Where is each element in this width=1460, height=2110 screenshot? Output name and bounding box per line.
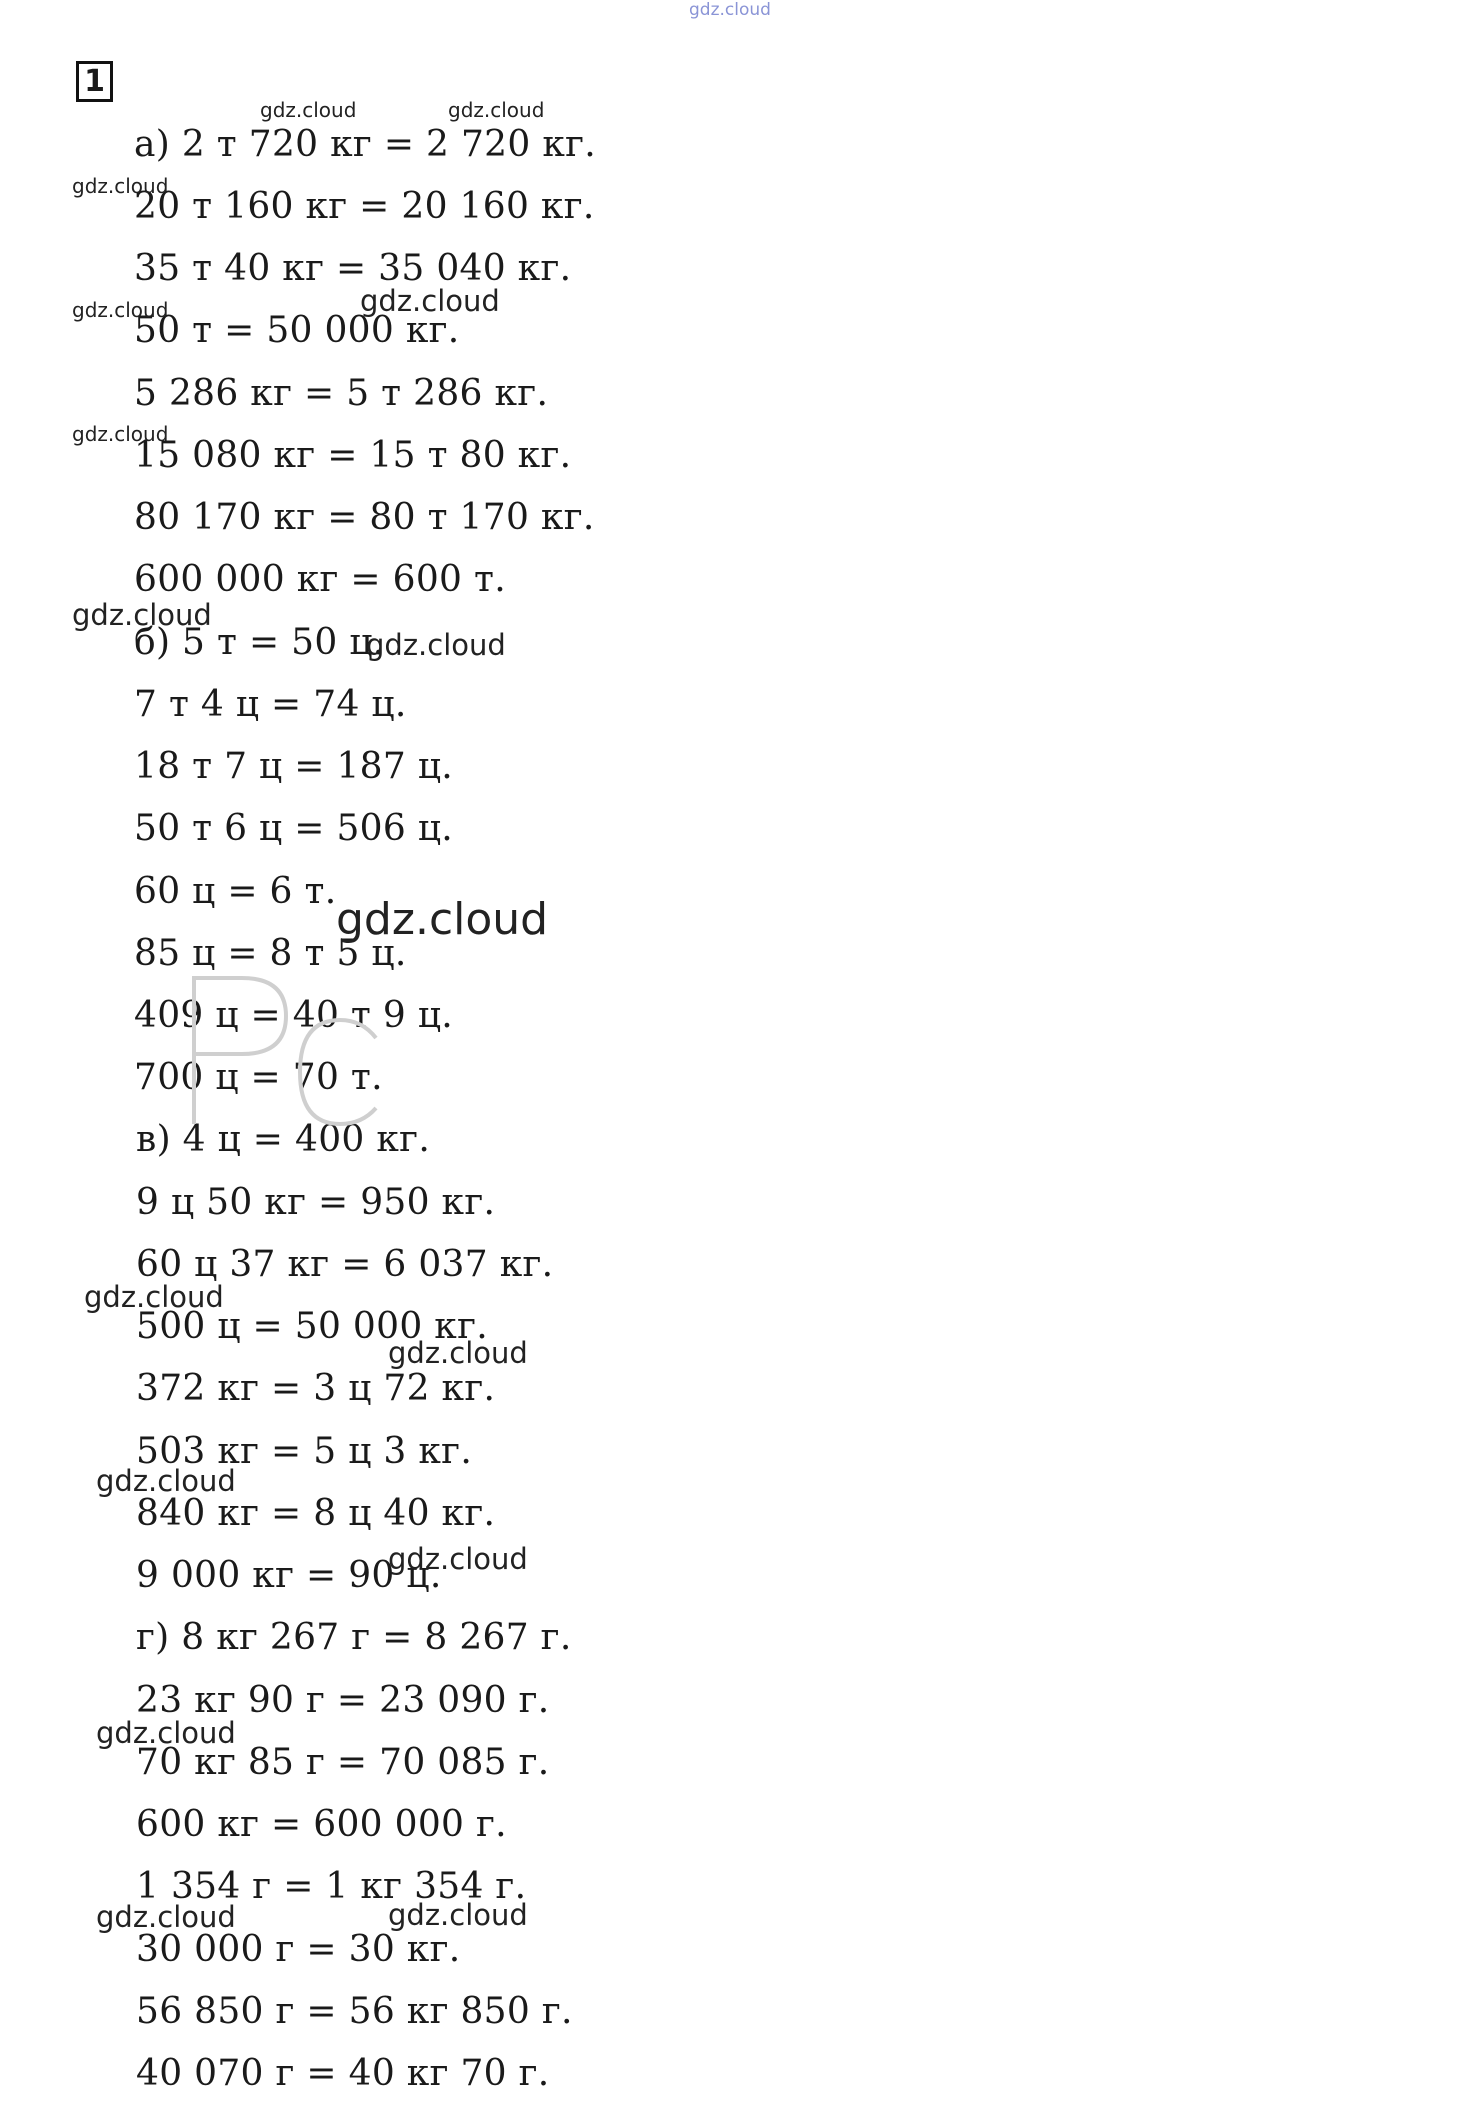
site-link[interactable]: gdz.cloud <box>689 0 771 20</box>
answer-line: а) 2 т 720 кг = 2 720 кг. <box>134 124 597 165</box>
watermark: gdz.cloud <box>388 1898 528 1932</box>
answer-line: 60 ц 37 кг = 6 037 кг. <box>136 1244 554 1285</box>
answer-line: 15 080 кг = 15 т 80 кг. <box>134 435 572 476</box>
answer-line: 35 т 40 кг = 35 040 кг. <box>134 248 572 289</box>
answer-line: 9 000 кг = 90 ц. <box>136 1555 442 1596</box>
logo-mark-icon <box>190 968 390 1128</box>
watermark: gdz.cloud <box>260 98 357 122</box>
answer-line: 700 ц = 70 т. <box>134 1057 383 1098</box>
watermark: gdz.cloud <box>366 628 506 662</box>
watermark: gdz.cloud <box>96 1900 236 1934</box>
watermark: gdz.cloud <box>336 894 549 945</box>
answer-line: 60 ц = 6 т. <box>134 871 337 912</box>
answer-line: 85 ц = 8 т 5 ц. <box>134 933 407 974</box>
answer-line: 5 286 кг = 5 т 286 кг. <box>134 373 549 414</box>
watermark: gdz.cloud <box>72 174 169 198</box>
answer-line: 9 ц 50 кг = 950 кг. <box>136 1182 496 1223</box>
answer-line: в) 4 ц = 400 кг. <box>136 1119 431 1160</box>
answer-line: 70 кг 85 г = 70 085 г. <box>136 1742 550 1783</box>
watermark: gdz.cloud <box>96 1464 236 1498</box>
answer-line: 503 кг = 5 ц 3 кг. <box>136 1431 473 1472</box>
watermark: gdz.cloud <box>388 1336 528 1370</box>
answer-line: 372 кг = 3 ц 72 кг. <box>136 1368 496 1409</box>
watermark: gdz.cloud <box>388 1542 528 1576</box>
watermark: gdz.cloud <box>448 98 545 122</box>
watermark: gdz.cloud <box>96 1716 236 1750</box>
answer-line: б) 5 т = 50 ц. <box>134 622 385 663</box>
answer-line: 80 170 кг = 80 т 170 кг. <box>134 497 595 538</box>
watermark: gdz.cloud <box>360 284 500 318</box>
watermark: gdz.cloud <box>72 422 169 446</box>
answer-line: 7 т 4 ц = 74 ц. <box>134 684 407 725</box>
answer-line: 50 т 6 ц = 506 ц. <box>134 808 454 849</box>
answer-line: 600 кг = 600 000 г. <box>136 1804 507 1845</box>
answer-line: 23 кг 90 г = 23 090 г. <box>136 1680 550 1721</box>
answer-line: 18 т 7 ц = 187 ц. <box>134 746 454 787</box>
watermark: gdz.cloud <box>72 598 212 632</box>
answer-line: г) 8 кг 267 г = 8 267 г. <box>136 1617 572 1658</box>
answer-line: 600 000 кг = 600 т. <box>134 559 506 600</box>
answer-line: 30 000 г = 30 кг. <box>136 1929 461 1970</box>
answer-line: 50 т = 50 000 кг. <box>134 310 460 351</box>
answer-line: 40 070 г = 40 кг 70 г. <box>136 2053 550 2094</box>
answer-line: 840 кг = 8 ц 40 кг. <box>136 1493 496 1534</box>
task-number: 1 <box>76 61 113 102</box>
answer-line: 56 850 г = 56 кг 850 г. <box>136 1991 573 2032</box>
answer-line: 1 354 г = 1 кг 354 г. <box>136 1866 527 1907</box>
answer-line: 409 ц = 40 т 9 ц. <box>134 995 454 1036</box>
answer-line: 500 ц = 50 000 кг. <box>136 1306 488 1347</box>
answer-line: 20 т 160 кг = 20 160 кг. <box>134 186 595 227</box>
watermark: gdz.cloud <box>72 298 169 322</box>
watermark: gdz.cloud <box>84 1280 224 1314</box>
